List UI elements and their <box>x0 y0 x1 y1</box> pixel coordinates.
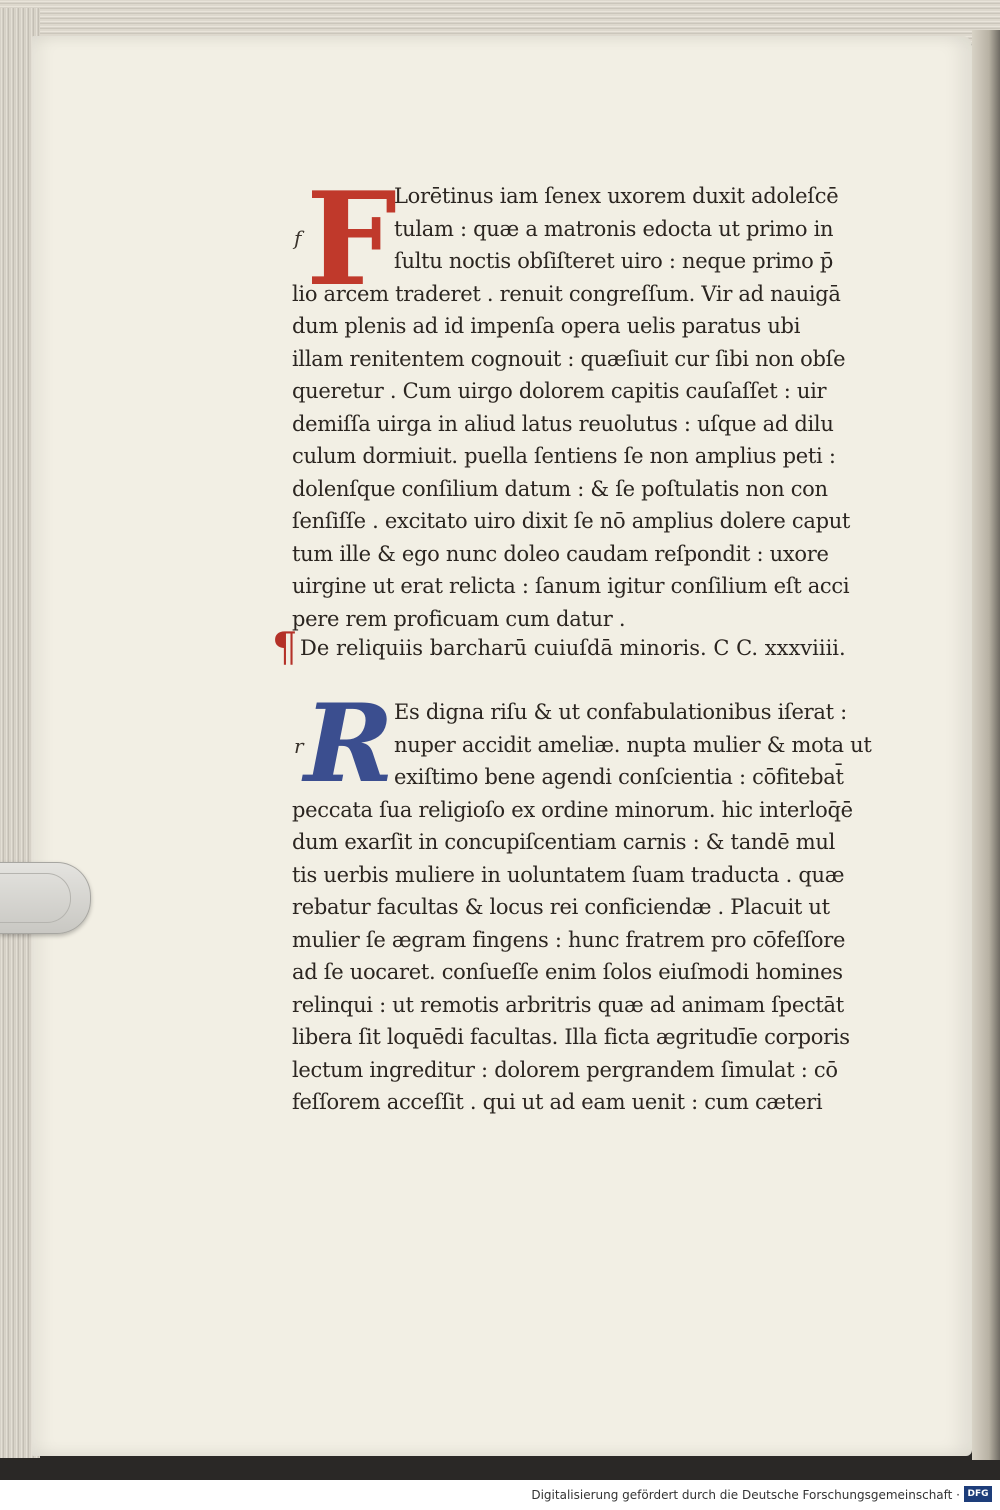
funding-credit: Digitalisierung gefördert durch die Deutsche Forschungsgemeinschaft · <box>531 1488 960 1502</box>
text-line: ſenſiſſe . excitato uiro dixit ſe nō amplius dolere caput <box>292 509 851 533</box>
text-line: lectum ingreditur : dolorem pergrandem ſimulat : cō <box>292 1057 838 1082</box>
text-line: feſſorem acceſſit . qui ut ad eam uenit : cum cæteri <box>292 1090 823 1114</box>
text-line: demiſſa uirga in aliud latus reuolutus : uſque ad dilu <box>292 411 834 436</box>
text-line: uirgine ut erat relicta : ſanum igitur conſilium eſt acci <box>292 574 850 598</box>
text-line: Lorētinus iam ſenex uxorem duxit adoleſcē <box>394 184 839 208</box>
decorated-initial-f: F <box>306 165 397 315</box>
text-line: tis uerbis muliere in uoluntatem ſuam traducta . quæ <box>292 862 845 887</box>
text-line: rebatur facultas & locus rei conficiendæ . Placuit ut <box>292 895 830 919</box>
text-line: lio arcem traderet . renuit congreſſum. Vir ad nauigā <box>292 281 841 306</box>
chapter-heading: De reliquiis barcharū cuiuſdā minoris. C C. xxxviiii. <box>300 636 846 660</box>
text-line: tum ille & ego nunc doleo caudam reſpondit : uxore <box>292 541 829 566</box>
guide-letter-f: f <box>294 226 302 250</box>
text-line: ad ſe uocaret. conſueſſe enim ſolos eiuſmodi homines <box>292 960 843 984</box>
text-line: peccata ſua religioſo ex ordine minorum. hic interloq̄ē <box>292 797 853 822</box>
text-line: dum exarſit in concupiſcentiam carnis : & tandē mul <box>292 830 836 854</box>
decorated-initial-r: R <box>304 681 394 807</box>
page-right-shadow <box>972 30 1000 1460</box>
text-line: queretur . Cum uirgo dolorem capitis cauſaſſet : uir <box>292 379 827 403</box>
text-block-2 <box>292 696 882 1119</box>
paragraph-mark: ¶ <box>272 625 298 671</box>
text-line: dum plenis ad id impenſa opera uelis paratus ubi <box>292 314 801 338</box>
page-clip-inner <box>0 873 71 923</box>
text-line: illam renitentem cognouit : quæſiuit cur ſibi non obſe <box>292 346 846 371</box>
text-line: exiſtimo bene agendi conſcientia : cōfitebat̄ <box>394 765 844 789</box>
text-line: dolenſque conſilium datum : & ſe poſtulatis non con <box>292 476 828 501</box>
text-line: culum dormiuit. puella ſentiens ſe non amplius peti : <box>292 444 836 468</box>
text-line: tulam : quæ a matronis edocta ut primo in <box>394 216 834 241</box>
text-line: pere rem proficuam cum datur . <box>292 606 626 631</box>
text-line: libera ſit loquēdi facultas. Illa ficta ægritudīe corporis <box>292 1025 850 1049</box>
guide-letter-r: r <box>294 734 304 758</box>
dfg-logo: DFG <box>964 1486 992 1502</box>
text-block-1 <box>292 180 882 635</box>
page-clip <box>0 862 91 934</box>
text-line: relinqui : ut remotis arbritris quæ ad animam ſpectāt <box>292 992 844 1017</box>
text-line: nuper accidit ameliæ. nupta mulier & mota ut <box>394 732 872 757</box>
text-line: Es digna riſu & ut confabulationibus iſerat : <box>394 700 847 724</box>
text-line: ſultu noctis obſiſteret uiro : neque primo p̄ <box>394 249 834 273</box>
text-line: mulier ſe ægram fingens : hunc fratrem pro cōfeſſore <box>292 927 846 952</box>
